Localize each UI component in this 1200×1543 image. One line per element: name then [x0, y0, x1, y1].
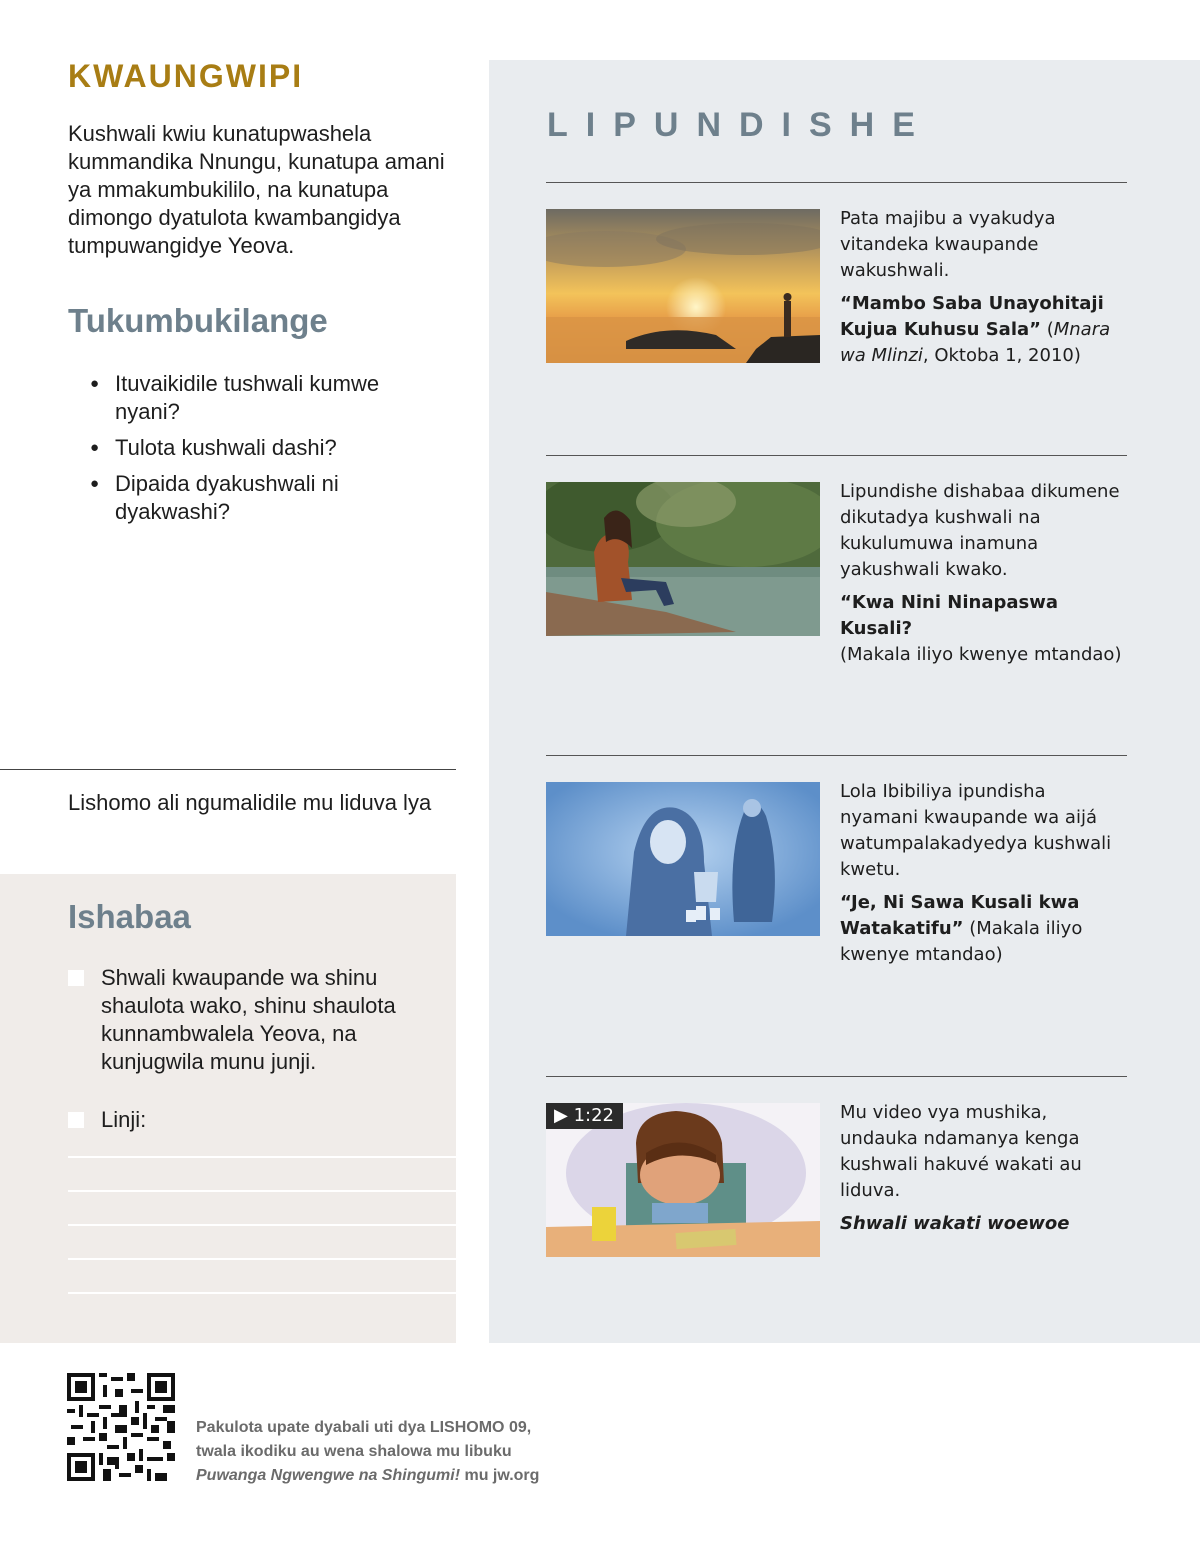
video-duration: 1:22 [573, 1105, 614, 1126]
woman-sitting-by-river-image[interactable] [546, 482, 820, 636]
write-line[interactable] [68, 1224, 456, 1226]
item-divider [546, 182, 1127, 183]
item-divider [546, 455, 1127, 456]
goal-checkbox[interactable] [68, 970, 84, 986]
boy-praying-at-table-image[interactable] [546, 1103, 820, 1257]
resource-title[interactable]: “Mambo Saba Unayohitaji Kujua Kuhusu Sala” [840, 293, 1104, 340]
resource-description: Mu video vya mushika, undauka ndamanya kenga kushwali hakuvé wakati au liduva. [840, 1102, 1082, 1201]
resource-item [840, 206, 1124, 369]
resource-description: Pata majibu a vyakudya vitandeka kwaupande wakushwali. [840, 208, 1056, 281]
goal-checkbox[interactable] [68, 1112, 84, 1128]
write-line[interactable] [68, 1156, 456, 1158]
completed-date-label: Lishomo ali ngumalidile mu liduva lya [68, 790, 432, 815]
item-divider [546, 755, 1127, 756]
explore-panel [489, 60, 1200, 1343]
goals-heading: Ishabaa [68, 898, 191, 935]
footer-line-2: twala ikodiku au wena shalowa mu libuku [196, 1443, 512, 1460]
explore-heading: LIPUNDISHE [547, 106, 933, 144]
goal-item-other [68, 1106, 428, 1134]
resource-source: (Makala iliyo kwenye mtandao) [840, 918, 1083, 965]
resource-description: Lola Ibibiliya ipundisha nyamani kwaupande wa aijá watumpalakadyedya kushwali kwetu. [840, 781, 1112, 880]
resource-description: Lipundishe dishabaa dikumene dikutadya kushwali na kukulumuwa inamuna yakushwali kwako. [840, 481, 1120, 580]
write-line[interactable] [68, 1292, 456, 1294]
footer-book-title[interactable]: Puwanga Ngwengwe na Shingumi! [196, 1467, 461, 1484]
summary-heading: KWAUNGWIPI [68, 58, 304, 94]
resource-source-paren: ( [1040, 319, 1054, 340]
item-divider [546, 1076, 1127, 1077]
goal-text: Linji: [101, 1107, 147, 1132]
woman-praying-before-statue-image[interactable] [546, 782, 820, 936]
video-duration-badge[interactable]: ▶ 1:22 [546, 1103, 623, 1129]
resource-source-publication: Mnara wa Mlinzi [840, 319, 1111, 366]
write-line[interactable] [68, 1190, 456, 1192]
footer-note [196, 1416, 616, 1488]
review-questions-list [90, 370, 430, 534]
resource-title[interactable]: Shwali wakati woewoe [840, 1213, 1070, 1234]
review-question: ● Tulota kushwali dashi? [90, 434, 430, 462]
footer-line-1: Pakulota upate dyabali uti dya LISHOMO 09, [196, 1419, 532, 1436]
resource-source-date: , Oktoba 1, 2010) [922, 345, 1081, 366]
resource-item [840, 479, 1124, 668]
resource-title[interactable]: “Kwa Nini Ninapaswa Kusali? [840, 592, 1059, 639]
write-line[interactable] [68, 1258, 456, 1260]
sunset-person-on-rock-image[interactable] [546, 209, 820, 363]
summary-text: Kushwali kwiu kunatupwashela kummandika Nnungu, kunatupa amani ya mmakumbukililo, na kunatupa dimongo dyatulota kwambangidya tumpuwangidye Yeova. [68, 121, 445, 258]
resource-item [840, 779, 1124, 968]
qr-code-icon[interactable] [67, 1373, 175, 1481]
goal-item [68, 964, 428, 1076]
footer-site: mu jw.org [460, 1467, 540, 1484]
resource-item [840, 1100, 1124, 1237]
review-heading: Tukumbukilange [68, 302, 328, 339]
review-question: ● Dipaida dyakushwali ni dyakwashi? [90, 470, 430, 526]
goals-panel [0, 874, 456, 1343]
resource-source: (Makala iliyo kwenye mtandao) [840, 644, 1122, 665]
goal-text: Shwali kwaupande wa shinu shaulota wako, shinu shaulota kunnambwalela Yeova, na kunjugwila munu junji. [101, 965, 396, 1074]
review-question: ● Ituvaikidile tushwali kumwe nyani? [90, 370, 430, 426]
resource-title[interactable]: “Je, Ni Sawa Kusali kwa Watakatifu” [840, 892, 1080, 939]
divider [0, 769, 456, 770]
